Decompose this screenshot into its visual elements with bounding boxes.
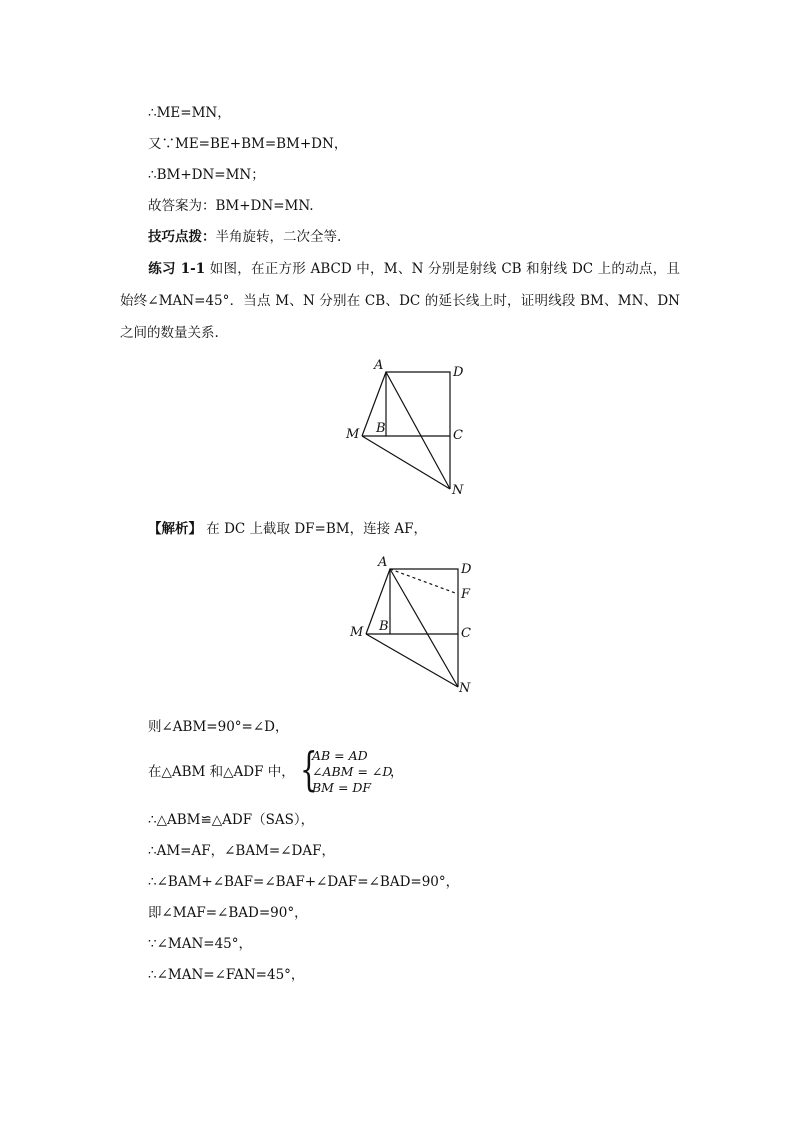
step-angle-sum: ∴∠BAM+∠BAF=∠BAF+∠DAF=∠BAD=90°，: [148, 874, 460, 890]
label-c: C: [453, 428, 463, 443]
label-n: N: [459, 681, 471, 696]
label-b: B: [379, 619, 389, 634]
segment-an: [390, 569, 458, 687]
system-row-2: ∠ABM = ∠D: [312, 764, 393, 779]
label-b: B: [376, 421, 386, 436]
label-d: D: [453, 365, 464, 380]
answer-line: 故答案为：BM+DN=MN.: [148, 198, 314, 214]
step-congruent: ∴△ABM≌△ADF（SAS），: [148, 812, 315, 828]
analysis-text: 在 DC 上截取 DF=BM，连接 AF，: [206, 521, 427, 537]
tip-label: 技巧点拨：: [148, 229, 216, 245]
figure-square-abcd-with-f: [340, 554, 475, 699]
figure-square-abcd: [340, 356, 470, 501]
system-lead: 在△ABM 和△ADF 中，: [148, 764, 295, 780]
step-right-angles: 则∠ABM=90°=∠D，: [148, 719, 289, 735]
step-maf: 即∠MAF=∠BAD=90°，: [148, 905, 308, 921]
label-f: F: [461, 587, 471, 602]
system-row-3: BM = DF: [312, 780, 372, 795]
segment-af-dashed: [390, 569, 458, 594]
label-m: M: [350, 625, 364, 640]
tip-line: [148, 227, 341, 247]
step-equal-parts: ∴AM=AF，∠BAM=∠DAF，: [148, 843, 335, 859]
system-row-1: AB = AD: [312, 748, 368, 763]
system-tail: ，: [390, 764, 404, 780]
analysis-line: [148, 519, 427, 539]
label-d: D: [461, 562, 472, 577]
square-abcd: [390, 569, 458, 634]
exercise-text: 如图，在正方形 ABCD 中，M、N 分别是射线 CB 和射线 DC 上的动点，且始终∠MAN=45°．当点 M、N 分别在 CB、DC 的延长线上时，证明线段 BM、MN、DN 之间的数量关系.: [120, 261, 680, 341]
label-n: N: [452, 483, 464, 498]
proof-line-conclusion: ∴BM+DN=MN；: [148, 167, 265, 183]
label-m: M: [346, 427, 360, 442]
system-rows: [312, 748, 392, 796]
segment-an: [386, 372, 450, 489]
label-a: A: [374, 358, 384, 373]
proof-line-me-expansion: 又∵ME=BE+BM=BM+DN，: [148, 136, 348, 152]
analysis-label: 【解析】: [148, 521, 202, 537]
step-man: ∵∠MAN=45°，: [148, 936, 253, 952]
segment-mn: [362, 436, 450, 489]
proof-line-me-mn: ∴ME=MN，: [148, 105, 231, 121]
step-man-fan: ∴∠MAN=∠FAN=45°，: [148, 967, 305, 983]
system-brace: {: [300, 742, 318, 796]
exercise-label: 练习 1-1: [148, 261, 206, 277]
label-a: A: [378, 555, 388, 570]
tip-text: 半角旋转，二次全等.: [215, 229, 342, 245]
square-abcd: [386, 372, 450, 436]
label-c: C: [461, 626, 471, 641]
exercise-paragraph: [120, 253, 680, 349]
segment-mn: [366, 634, 458, 687]
